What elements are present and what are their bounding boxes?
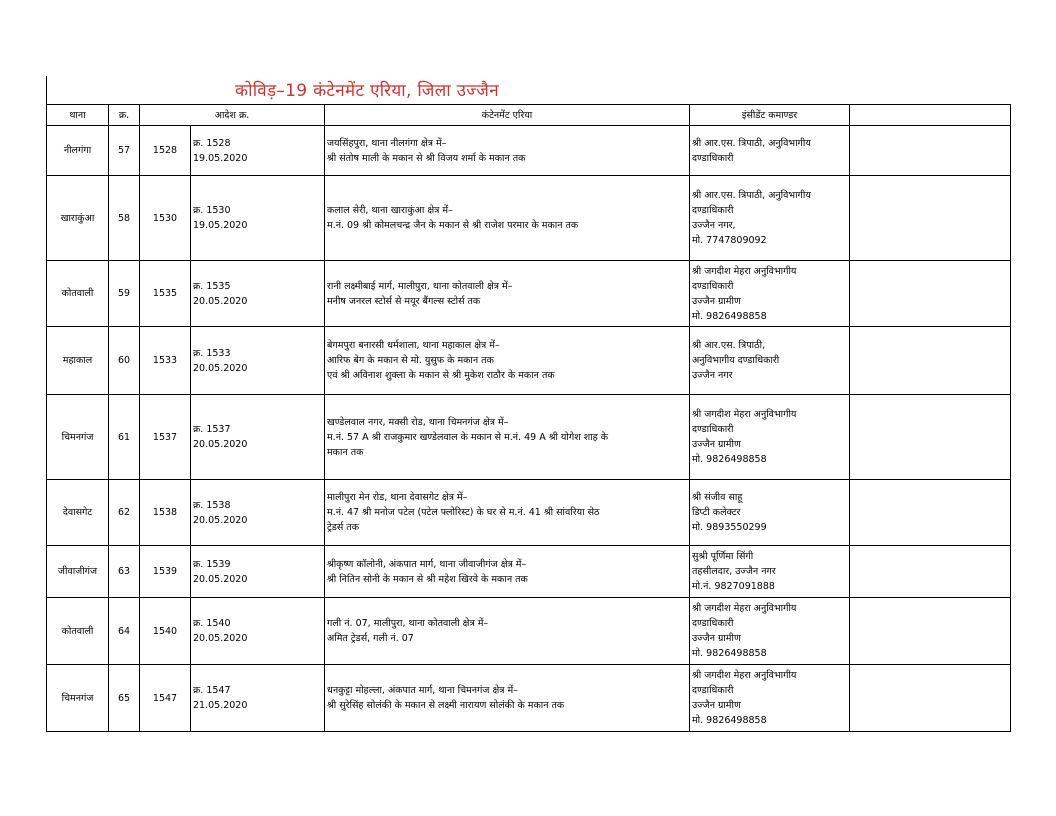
cell-order-detail [191,598,325,665]
commander-line: सुश्री पूर्णिमा सिंगी [692,551,754,562]
commander-line: दण्डाधिकारी [692,205,734,216]
table-row [47,395,1011,480]
thana-name: कोतवाली [61,625,94,637]
commander-line: मो. 9826498858 [692,454,767,465]
thana-name: नीलगंगा [63,145,92,156]
order-line: 19.05.2020 [193,152,248,164]
commander-line: दण्डाधिकारी [692,152,734,164]
cell-sr [109,665,140,732]
commander-line: उज्जैन नगर, [692,220,736,231]
cell-order-detail [191,665,325,732]
area-line: बेगमपुरा बनारसी धर्मशाला, थाना महाकाल क्षेत्र में– [327,340,500,351]
cell-order-no [140,546,191,598]
commander-line: उज्जैन ग्रामीण [692,700,741,711]
cell-commander [690,665,850,732]
order-line: 19.05.2020 [193,220,248,231]
area-line: मालीपुरा मेन रोड, थाना देवासगेट क्षेत्र में– [327,492,468,503]
document-sheet [46,76,1010,732]
cell-area [325,327,690,395]
order-number: 1547 [152,692,178,704]
cell-blank [850,126,1011,176]
commander-line: मो. 9893550299 [692,522,767,533]
area-line: कलाल सेरी, थाना खाराकुंआ क्षेत्र में– [327,205,453,216]
cell-thana [47,598,109,665]
table-row [47,665,1011,732]
cell-blank [850,327,1011,395]
area-line: श्रीकृष्ण कॉलोनी, अंकपात मार्ग, थाना जीवाजीगंज क्षेत्र में– [327,558,527,570]
table-row [47,327,1011,395]
order-number: 1539 [152,566,178,577]
table-body [47,126,1011,732]
containment-table [46,104,1011,732]
area-line: श्री नितिन सोनी के मकान से श्री महेश खिरवे के मकान तक [327,573,528,585]
cell-order-no [140,598,191,665]
table-row [47,598,1011,665]
area-line: जयसिंहपुरा, थाना नीलगंगा क्षेत्र में– [327,137,447,149]
table-row [47,480,1011,546]
order-line: 20.05.2020 [193,362,248,374]
cell-sr [109,546,140,598]
cell-blank [850,665,1011,732]
cell-order-detail [191,261,325,327]
commander-line: उज्जैन नगर [692,370,733,381]
header-row [47,105,1011,126]
cell-order-no [140,665,191,732]
commander-line: दण्डाधिकारी [692,685,734,696]
area-line: अमित ट्रेडर्स, गली नं. 07 [327,633,414,644]
area-line: एवं श्री अविनाश शुक्ला के मकान से श्री मुकेश राठौर के मकान तक [327,370,555,381]
order-line: क्र. 1533 [193,347,231,359]
table-row [47,546,1011,598]
area-line: श्री सुरेसिंह सोलंकी के मकान से लक्ष्मी नारायण सोलंकी के मकान तक [327,700,565,711]
commander-line: श्री आर.एस. त्रिपाठी, [692,340,766,351]
table-row [47,126,1011,176]
area-line: आरिफ बेग के मकान से मो. युसुफ के मकान तक [327,355,494,366]
area-line: मकान तक [327,446,364,458]
order-line: क्र. 1537 [193,424,231,435]
commander-line: मो. 9826498858 [692,648,767,659]
cell-order-detail [191,327,325,395]
cell-area [325,546,690,598]
table-row [47,176,1011,261]
order-line: 20.05.2020 [193,514,248,526]
commander-line: अनुविभागीय दण्डाधिकारी [692,355,780,366]
cell-order-detail [191,176,325,261]
order-line: 20.05.2020 [193,439,248,450]
cell-thana [47,395,109,480]
cell-order-no [140,480,191,546]
page-title: कोविड़–19 कंटेनमेंट एरिया, जिला उज्जैन [235,81,499,101]
serial-number: 62 [117,507,131,518]
area-line: खण्डेलवाल नगर, मक्सी रोड, थाना चिमनगंज क्षेत्र में– [327,416,509,428]
header-order: आदेश क्र. [140,105,325,126]
cell-commander [690,395,850,480]
order-line: क्र. 1535 [193,280,231,292]
cell-blank [850,546,1011,598]
thana-name: महाकाल [62,355,93,366]
commander-line: मो. 7747809092 [692,235,767,246]
cell-sr [109,480,140,546]
order-line: 20.05.2020 [193,295,248,307]
thana-name: खाराकुंआ [60,212,95,224]
cell-thana [47,176,109,261]
commander-line: डिप्टी कलेक्टर [692,507,741,518]
cell-thana [47,327,109,395]
commander-line: मो. 9826498858 [692,715,767,726]
thana-name: देवासगेट [62,507,93,518]
cell-sr [109,176,140,261]
cell-area [325,261,690,327]
area-line: म.नं. 09 श्री कोमलचन्द्र जैन के मकान से श्री राजेश परमार के मकान तक [327,220,579,231]
cell-sr [109,126,140,176]
order-line: क्र. 1539 [193,558,231,570]
order-line: 20.05.2020 [193,573,248,585]
cell-area [325,665,690,732]
area-line: धनकुट्टा मोहल्ला, अंकपात मार्ग, थाना चिमनगंज क्षेत्र में– [327,685,518,696]
order-line: क्र. 1540 [193,618,231,629]
cell-order-detail [191,546,325,598]
commander-line: श्री जगदीश मेहरा अनुविभागीय [692,265,797,277]
cell-commander [690,261,850,327]
order-line: 20.05.2020 [193,633,248,644]
order-line: क्र. 1547 [193,685,231,696]
order-number: 1538 [152,507,178,518]
order-number: 1528 [152,145,178,156]
cell-commander [690,327,850,395]
cell-order-detail [191,395,325,480]
cell-order-no [140,126,191,176]
commander-line: श्री आर.एस. त्रिपाठी, अनुविभागीय [692,190,811,201]
commander-line: श्री जगदीश मेहरा अनुविभागीय [692,409,797,420]
cell-thana [47,126,109,176]
commander-line: मो.नं. 9827091888 [692,581,775,592]
order-number: 1537 [152,431,178,443]
header-thana: थाना [47,105,109,126]
commander-line: उज्जैन ग्रामीण [692,295,741,307]
cell-commander [690,176,850,261]
header-sr: क्र. [109,105,140,126]
serial-number: 59 [117,288,131,299]
cell-order-no [140,176,191,261]
cell-area [325,598,690,665]
cell-area [325,176,690,261]
commander-line: श्री जगदीश मेहरा अनुविभागीय [692,603,797,614]
area-line: ट्रेडर्स तक [327,522,360,533]
cell-blank [850,598,1011,665]
cell-order-no [140,327,191,395]
thana-name: चिमनगंज [61,692,94,704]
header-commander: इंसीडेंट कमाण्डर [690,105,850,126]
cell-blank [850,395,1011,480]
serial-number: 65 [117,692,131,704]
table-row [47,261,1011,327]
serial-number: 64 [117,625,131,637]
cell-order-detail [191,126,325,176]
cell-order-no [140,395,191,480]
commander-line: तहसीलदार, उज्जैन नगर [692,566,776,577]
area-line: मनीष जनरल स्टोर्स से मयूर बैंगल्स स्टोर्स तक [327,295,481,307]
cell-thana [47,261,109,327]
serial-number: 60 [117,355,131,366]
area-line: श्री संतोष माली के मकान से श्री विजय शर्मा के मकान तक [327,152,526,164]
cell-sr [109,261,140,327]
commander-line: श्री जगदीश मेहरा अनुविभागीय [692,670,797,681]
order-line: क्र. 1528 [193,137,231,149]
cell-sr [109,327,140,395]
area-line: म.नं. 47 श्री मनोज पटेल (पटेल फ्लोरिस्ट) के घर से म.नं. 41 श्री सांवरिया सेठ [327,507,600,518]
commander-line: दण्डाधिकारी [692,618,734,629]
thana-name: कोतवाली [61,288,94,299]
cell-commander [690,126,850,176]
cell-blank [850,176,1011,261]
cell-sr [109,395,140,480]
cell-thana [47,480,109,546]
cell-commander [690,598,850,665]
commander-line: श्री आर.एस. त्रिपाठी, अनुविभागीय [692,137,811,149]
order-number: 1540 [152,625,178,637]
cell-sr [109,598,140,665]
order-number: 1533 [152,355,178,366]
area-line: म.नं. 57 A श्री राजकुमार खण्डेलवाल के मकान से म.नं. 49 A श्री योगेश शाह के [327,431,609,443]
title-row [46,76,1010,104]
cell-commander [690,480,850,546]
order-number: 1530 [152,212,178,224]
cell-blank [850,480,1011,546]
commander-line: श्री संजीव साहू [692,492,743,503]
order-line: 21.05.2020 [193,700,248,711]
cell-order-detail [191,480,325,546]
cell-area [325,480,690,546]
cell-blank [850,261,1011,327]
serial-number: 57 [117,145,131,156]
commander-line: उज्जैन ग्रामीण [692,633,741,644]
cell-area [325,126,690,176]
area-line: रानी लक्ष्मीबाई मार्ग, मालीपुरा, थाना कोतवाली क्षेत्र में– [327,280,513,292]
area-line: गली नं. 07, मालीपुरा, थाना कोतवाली क्षेत्र में– [327,618,489,629]
cell-thana [47,546,109,598]
order-number: 1535 [152,288,178,299]
thana-name: चिमनगंज [61,431,94,443]
thana-name: जीवाजीगंज [57,566,98,577]
cell-commander [690,546,850,598]
serial-number: 63 [117,566,131,577]
cell-order-no [140,261,191,327]
commander-line: दण्डाधिकारी [692,280,734,292]
commander-line: दण्डाधिकारी [692,424,734,435]
serial-number: 58 [117,212,131,224]
commander-line: उज्जैन ग्रामीण [692,439,741,450]
header-area: कंटेनमेंट एरिया [325,105,690,126]
cell-area [325,395,690,480]
header-blank [850,105,1011,126]
cell-thana [47,665,109,732]
serial-number: 61 [117,431,131,443]
order-line: क्र. 1538 [193,499,231,511]
order-line: क्र. 1530 [193,205,231,216]
commander-line: मो. 9826498858 [692,310,767,322]
